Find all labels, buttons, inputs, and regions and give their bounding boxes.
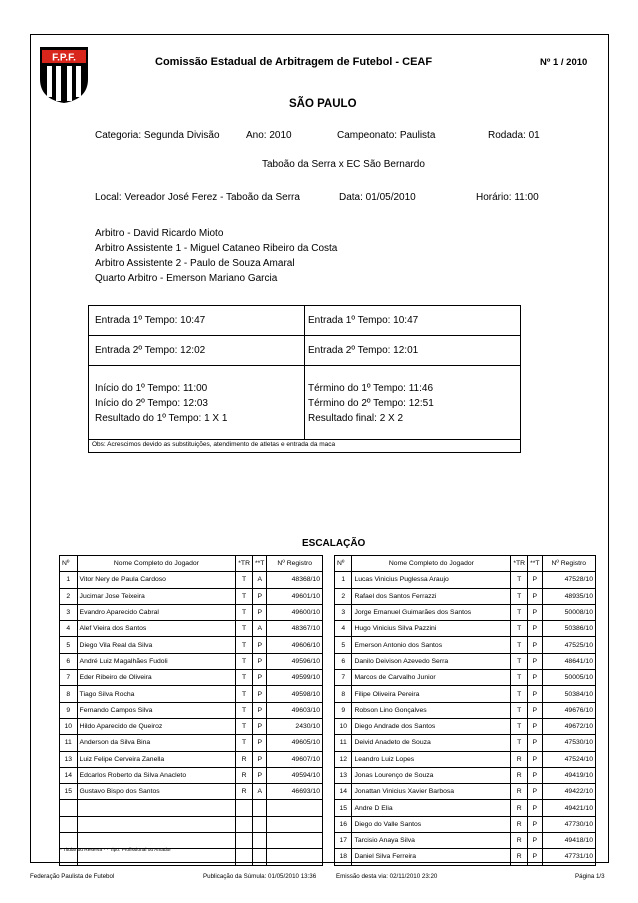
player-tr: T [236,718,253,734]
player-registro: 49599/10 [267,670,323,686]
player-registro: 2430/10 [267,718,323,734]
player-number: 15 [60,784,78,800]
escalacao-title: ESCALAÇÃO [302,538,366,549]
player-registro: 47528/10 [542,572,595,588]
player-number: 11 [60,735,78,751]
times-divider [304,306,305,439]
player-tr: T [236,572,253,588]
player-name: Emerson Antonio dos Santos [352,637,511,653]
player-tr: R [511,849,528,865]
table-row [60,670,323,686]
player-number: 12 [335,751,352,767]
player-tr: T [236,653,253,669]
player-type [252,816,266,832]
player-number: 9 [335,702,352,718]
player-registro: 49422/10 [542,784,595,800]
inicio-1: Início do 1º Tempo: 11:00 [95,383,208,394]
player-number: 7 [60,670,78,686]
player-number [60,833,78,849]
table-row [60,702,323,718]
player-name: Jorge Emanuel Guimarães dos Santos [352,604,511,620]
table-row [335,637,596,653]
player-type: P [528,686,542,702]
player-name: Tiago Silva Rocha [77,686,236,702]
player-type [252,833,266,849]
player-tr: T [236,686,253,702]
player-registro: 50005/10 [542,670,595,686]
table-row [60,833,323,849]
player-number: 3 [335,604,352,620]
player-type: P [528,670,542,686]
entrada-1-home: Entrada 1º Tempo: 10:47 [95,315,206,326]
player-tr: T [236,637,253,653]
table-row [60,816,323,832]
player-registro: 49606/10 [267,637,323,653]
player-name: Jonattan Vinicius Xavier Barbosa [352,784,511,800]
col-num: Nº [60,556,78,572]
match-time: Horário: 11:00 [476,192,539,203]
player-registro [267,800,323,816]
player-number: 18 [335,849,352,865]
player-tr [236,833,253,849]
player-tr: T [511,735,528,751]
rodada: Rodada: 01 [488,130,540,141]
player-type: P [528,572,542,588]
player-tr: T [511,653,528,669]
player-type: A [252,784,266,800]
player-tr: R [511,816,528,832]
table-row [335,800,596,816]
player-number: 14 [335,784,352,800]
table-row [60,653,323,669]
player-number: 4 [335,621,352,637]
player-registro: 47730/10 [542,816,595,832]
entrada-1-away: Entrada 1º Tempo: 10:47 [308,315,419,326]
player-registro [267,849,323,865]
player-registro: 50008/10 [542,604,595,620]
table-row [60,767,323,783]
referee-assistant-2: Arbitro Assistente 2 - Paulo de Souza Amaral [95,258,295,269]
legend: * Titular ou Reserva * * Tipo: Profissional ou Amador [60,848,171,853]
campeonato: Campeonato: Paulista [337,130,436,141]
table-row [60,686,323,702]
player-number [60,800,78,816]
state-title: SÃO PAULO [289,98,357,110]
player-type: P [252,735,266,751]
player-type: P [252,670,266,686]
table-row [335,572,596,588]
table-row [335,702,596,718]
player-tr: T [236,670,253,686]
player-registro: 46693/10 [267,784,323,800]
away-lineup-table [334,555,596,866]
player-tr: T [511,572,528,588]
player-name: Rafael dos Santos Ferrazzi [352,588,511,604]
player-tr: T [511,604,528,620]
inicio-2: Início do 2º Tempo: 12:03 [95,398,208,409]
match-date: Data: 01/05/2010 [339,192,416,203]
player-tr: R [236,751,253,767]
col-tr: *TR [511,556,528,572]
player-type: P [528,784,542,800]
match-teams: Taboão da Serra x EC São Bernardo [262,159,425,170]
player-tr: T [511,621,528,637]
table-row [335,849,596,865]
player-number: 14 [60,767,78,783]
player-name: Andre D Elia [352,800,511,816]
player-number: 13 [335,767,352,783]
player-type: P [252,604,266,620]
player-type: P [252,637,266,653]
player-number: 6 [335,653,352,669]
table-row [335,767,596,783]
player-number: 3 [60,604,78,620]
player-tr: T [511,686,528,702]
table-row [335,816,596,832]
player-name: Eder Ribeiro de Oliveira [77,670,236,686]
player-name: Diego Vila Real da Silva [77,637,236,653]
player-type: P [528,735,542,751]
player-name: Diego do Valle Santos [352,816,511,832]
player-registro: 49601/10 [267,588,323,604]
player-registro: 49603/10 [267,702,323,718]
footer-page: Página 1/3 [575,873,605,880]
categoria: Categoria: Segunda Divisão [95,130,220,141]
player-number: 13 [60,751,78,767]
player-name: Robson Lino Gonçalves [352,702,511,718]
player-name: Leandro Luiz Lopes [352,751,511,767]
player-name: Evandro Aparecido Cabral [77,604,236,620]
col-tr: *TR [236,556,253,572]
player-name: Hildo Aparecido de Queiroz [77,718,236,734]
table-header-row [335,556,596,572]
resultado-final: Resultado final: 2 X 2 [308,413,404,424]
player-type: A [252,572,266,588]
termino-1: Término do 1º Tempo: 11:46 [308,383,434,394]
player-tr: T [236,735,253,751]
player-type: P [252,751,266,767]
referee-assistant-1: Arbitro Assistente 1 - Miguel Cataneo Ribeiro da Costa [95,243,338,254]
player-number: 2 [335,588,352,604]
resultado-1: Resultado do 1º Tempo: 1 X 1 [95,413,228,424]
player-name: Edcarlos Roberto da Silva Anacleto [77,767,236,783]
player-tr: T [236,702,253,718]
player-tr: T [511,670,528,686]
col-registro: Nº Registro [542,556,595,572]
table-row [60,621,323,637]
player-number: 16 [335,816,352,832]
player-number: 1 [335,572,352,588]
table-row [335,621,596,637]
player-tr: R [511,767,528,783]
table-row [60,637,323,653]
home-lineup-table [59,555,323,866]
player-number: 7 [335,670,352,686]
player-registro [267,816,323,832]
player-type: P [528,751,542,767]
footer-publicacao: Publicação da Súmula: 01/05/2010 13:36 [203,873,317,880]
player-registro: 48641/10 [542,653,595,669]
player-type: P [528,800,542,816]
col-t: **T [252,556,266,572]
player-registro: 48367/10 [267,621,323,637]
col-name: Nome Completo do Jogador [77,556,236,572]
table-row [335,751,596,767]
player-tr: T [236,621,253,637]
player-number [60,816,78,832]
player-type [252,800,266,816]
player-registro: 49605/10 [267,735,323,751]
player-registro: 48368/10 [267,572,323,588]
player-type: P [528,718,542,734]
player-type [252,849,266,865]
player-registro: 47525/10 [542,637,595,653]
header-title: Comissão Estadual de Arbitragem de Futebol - CEAF [155,56,433,68]
player-number: 8 [335,686,352,702]
player-tr [236,800,253,816]
table-row [60,718,323,734]
player-tr: R [511,784,528,800]
local: Local: Vereador José Ferez - Taboão da Serra [95,192,300,203]
player-type: P [252,686,266,702]
table-row [335,653,596,669]
table-row [335,833,596,849]
player-tr: T [511,588,528,604]
player-number: 11 [335,735,352,751]
player-type: P [528,653,542,669]
player-registro: 49600/10 [267,604,323,620]
table-row [335,784,596,800]
player-tr: T [511,702,528,718]
player-registro: 49607/10 [267,751,323,767]
player-name: Vitor Nery de Paula Cardoso [77,572,236,588]
player-type: P [528,637,542,653]
ano: Ano: 2010 [246,130,292,141]
player-tr: R [236,767,253,783]
player-name: Jucimar Jose Teixeira [77,588,236,604]
player-number: 10 [335,718,352,734]
col-t: **T [528,556,542,572]
player-type: P [252,718,266,734]
player-number: 1 [60,572,78,588]
player-type: P [252,702,266,718]
table-row [60,735,323,751]
player-name: Luiz Felipe Cerveira Zanella [77,751,236,767]
table-row [60,588,323,604]
entrada-2-away: Entrada 2º Tempo: 12:01 [308,345,419,356]
player-type: A [252,621,266,637]
table-row [60,751,323,767]
player-registro: 47731/10 [542,849,595,865]
player-registro: 49594/10 [267,767,323,783]
player-registro: 50384/10 [542,686,595,702]
referee-fourth: Quarto Arbitro - Emerson Mariano Garcia [95,273,278,284]
player-type: P [528,816,542,832]
table-header-row [60,556,323,572]
table-row [60,604,323,620]
table-row [60,800,323,816]
player-number: 5 [60,637,78,653]
table-row [60,572,323,588]
player-number: 17 [335,833,352,849]
player-registro: 47530/10 [542,735,595,751]
player-tr: T [511,637,528,653]
player-name: Marcos de Carvalho Junior [352,670,511,686]
table-row [335,588,596,604]
player-name [77,833,236,849]
player-registro [267,833,323,849]
player-registro: 49596/10 [267,653,323,669]
player-name: Fernando Campos Silva [77,702,236,718]
col-num: Nº [335,556,352,572]
table-row [335,604,596,620]
entrada-2-home: Entrada 2º Tempo: 12:02 [95,345,206,356]
player-name [77,800,236,816]
player-name: Anderson da Silva Bina [77,735,236,751]
fpf-logo [38,45,90,105]
player-name [77,816,236,832]
player-type: P [252,588,266,604]
player-registro: 49421/10 [542,800,595,816]
player-tr: R [236,784,253,800]
player-name: Filipe Oliveira Pereira [352,686,511,702]
referee-main: Arbitro - David Ricardo Mioto [95,228,224,239]
player-type: P [528,767,542,783]
player-name: Jonas Lourenço de Souza [352,767,511,783]
player-registro: 49598/10 [267,686,323,702]
player-tr: T [236,604,253,620]
player-type: P [528,849,542,865]
observacoes: Obs: Acrescimos devido as substituições, atendimento de atletas e entrada da maca [92,441,336,448]
table-row [335,670,596,686]
player-number: 8 [60,686,78,702]
col-registro: Nº Registro [267,556,323,572]
player-registro: 49418/10 [542,833,595,849]
col-name: Nome Completo do Jogador [352,556,511,572]
player-number: 9 [60,702,78,718]
table-row [335,735,596,751]
times-box [88,305,521,453]
player-registro: 47524/10 [542,751,595,767]
sumula-number: Nº 1 / 2010 [540,57,588,68]
footer-federation: Federação Paulista de Futebol [30,873,115,880]
player-type: P [528,702,542,718]
player-tr: T [511,718,528,734]
player-type: P [252,653,266,669]
player-name: Gustavo Bispo dos Santos [77,784,236,800]
player-tr: R [511,751,528,767]
player-tr [236,849,253,865]
player-tr [236,816,253,832]
player-name: André Luiz Magalhães Fudoli [77,653,236,669]
player-registro: 50386/10 [542,621,595,637]
player-name: Danilo Deivison Azevedo Serra [352,653,511,669]
player-type: P [528,833,542,849]
player-type: P [528,621,542,637]
footer-emissao: Emissão desta via: 02/11/2010 23:20 [336,873,438,880]
player-number: 2 [60,588,78,604]
player-number: 6 [60,653,78,669]
player-name: Alef Vieira dos Santos [77,621,236,637]
table-row [60,784,323,800]
player-number: 10 [60,718,78,734]
player-registro: 49419/10 [542,767,595,783]
player-type: P [252,767,266,783]
table-row [335,718,596,734]
termino-2: Término do 2º Tempo: 12:51 [308,398,434,409]
player-registro: 49672/10 [542,718,595,734]
logo-text: F.P.F. [52,52,76,64]
table-row [335,686,596,702]
player-tr: T [236,588,253,604]
player-type: P [528,604,542,620]
player-tr: R [511,833,528,849]
player-type: P [528,588,542,604]
player-registro: 49676/10 [542,702,595,718]
player-name: Tarcisio Anaya Silva [352,833,511,849]
player-name: Deivid Anadeto de Souza [352,735,511,751]
player-number: 15 [335,800,352,816]
player-tr: R [511,800,528,816]
player-number: 5 [335,637,352,653]
player-name: Lucas Vinicius Puglessa Araujo [352,572,511,588]
player-name: Diego Andrade dos Santos [352,718,511,734]
player-name: Hugo Vinicius Silva Pazzini [352,621,511,637]
player-number: 4 [60,621,78,637]
player-registro: 48935/10 [542,588,595,604]
player-name: Daniel Silva Ferreira [352,849,511,865]
